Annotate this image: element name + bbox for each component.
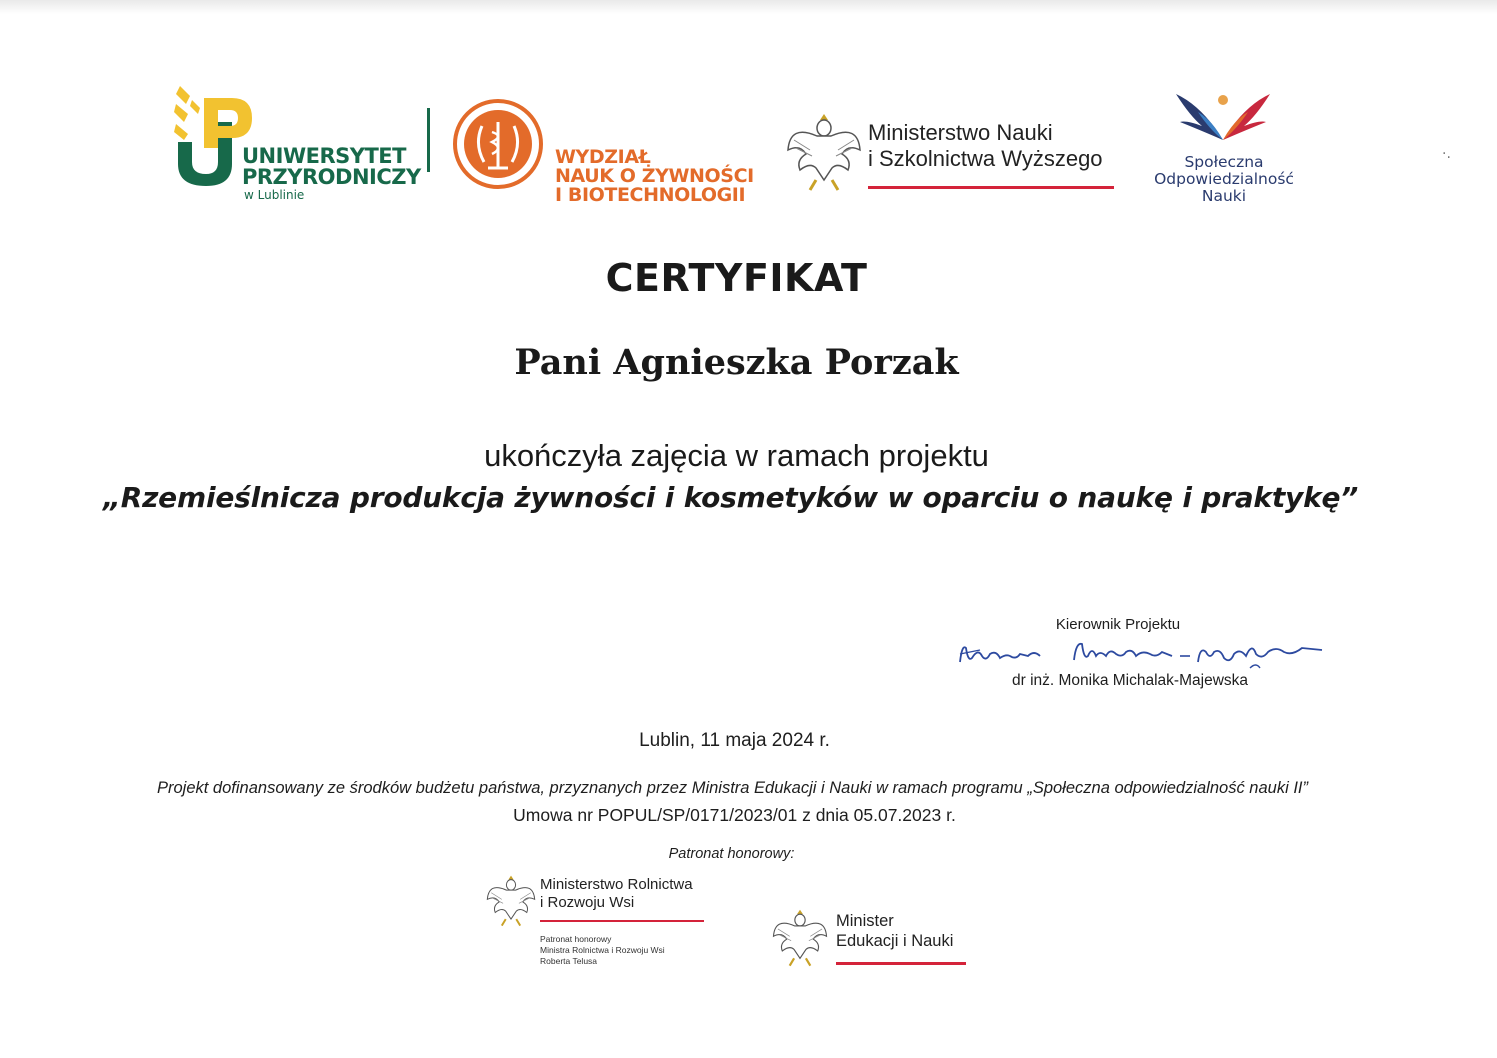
faculty-emblem-icon [452, 98, 544, 190]
signature-role: Kierownik Projektu [1055, 616, 1181, 633]
son-logo [1138, 86, 1310, 212]
white-eagle-icon [772, 906, 828, 968]
university-city: w Lublinie [244, 188, 305, 202]
ministry-agriculture-name: Ministerstwo Rolnictwa i Rozwoju Wsi [540, 876, 693, 911]
patronage-label: Patronat honorowy: [668, 846, 795, 862]
university-name: UNIWERSYTET PRZYRODNICZY [242, 144, 421, 189]
funding-note: Projekt dofinansowany ze środków budżetu państwa, przyznanych przez Ministra Edukacji i Nauki w ramach programu „Społeczna odpowiedzialność nauki II” [157, 779, 1308, 797]
faculty-logo [452, 98, 772, 216]
recipient-name: Pani Agnieszka Porzak [514, 342, 959, 383]
scan-speck: ·. [1442, 146, 1451, 162]
minister-education-logo [772, 906, 982, 976]
project-title: „Rzemieślnicza produkcja żywności i kosmetyków w oparciu o naukę i praktykę” [102, 481, 1359, 514]
faculty-name: WYDZIAŁ NAUK O ŻYWNOŚCI I BIOTECHNOLOGII [555, 146, 754, 206]
logo-divider [427, 108, 430, 172]
handwritten-signature [950, 634, 1340, 674]
ministry-agriculture-logo [486, 872, 716, 972]
place-and-date: Lublin, 11 maja 2024 r. [639, 730, 830, 751]
completion-statement: ukończyła zajęcia w ramach projektu [484, 438, 989, 473]
signature-block [950, 612, 1330, 692]
ministry-agriculture-patronage-note: Patronat honorowy Ministra Rolnictwa i Rozwoju Wsi Roberta Telusa [540, 934, 665, 966]
certificate-title: CERTYFIKAT [605, 256, 868, 300]
minister-education-redline [836, 962, 966, 965]
ministry-science-logo [786, 110, 1126, 200]
ministry-science-name: Ministerstwo Nauki i Szkolnictwa Wyższego [868, 120, 1103, 171]
agreement-number: Umowa nr POPUL/SP/0171/2023/01 z dnia 05.07.2023 r. [513, 805, 956, 825]
minister-education-name: Minister Edukacji i Nauki [836, 912, 954, 950]
scan-edge [0, 0, 1497, 14]
son-name: Społeczna Odpowiedzialność Nauki [1154, 153, 1294, 205]
up-emblem-icon [172, 82, 252, 192]
white-eagle-icon [786, 110, 862, 192]
white-eagle-icon [486, 872, 536, 928]
open-book-icon [1168, 86, 1278, 148]
signature-name: dr inż. Monika Michalak-Majewska [1011, 672, 1249, 689]
ministry-science-redline [868, 186, 1114, 189]
university-logo [172, 82, 421, 212]
ministry-agriculture-redline [540, 920, 704, 922]
